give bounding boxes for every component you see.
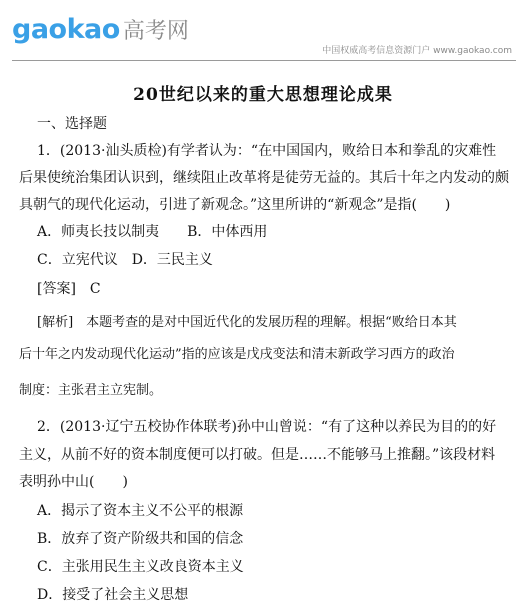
question-2-option-a: A．揭示了资本主义不公平的根源 bbox=[37, 503, 244, 519]
question-2-line-2: 主义，从前不好的资本制度便可以打破。但是……不能够马上推翻。”该段材料 bbox=[19, 447, 496, 463]
logo-wordmark: gaokao bbox=[12, 13, 120, 45]
site-tagline: 中国权威高考信息资源门户 www.gaokao.com bbox=[322, 46, 512, 56]
section-heading: 一、选择题 bbox=[37, 116, 107, 132]
document-title: 20世纪以来的重大思想理论成果 bbox=[133, 85, 393, 105]
question-2-line-3: 表明孙中山( ) bbox=[19, 474, 128, 490]
question-1-line-3: 具朝气的现代化运动，引进了新观念。”这里所讲的“新观念”是指( ) bbox=[19, 197, 451, 213]
question-1-analysis-line-3: 制度：主张君主立宪制。 bbox=[19, 383, 163, 398]
logo-chinese-name: 高考网 bbox=[122, 18, 189, 44]
question-1-options-cd: C．立宪代议 D．三民主义 bbox=[37, 252, 213, 268]
site-logo[interactable] bbox=[12, 12, 189, 46]
question-1-options-ab: A．师夷长技以制夷 B．中体西用 bbox=[37, 224, 268, 240]
question-1-line-1: 1．(2013·汕头质检)有学者认为：“在中国国内，败给日本和拳乱的灾难性 bbox=[37, 143, 497, 159]
question-2-option-d: D．接受了社会主义思想 bbox=[37, 587, 189, 603]
header-divider bbox=[12, 60, 516, 61]
site-header bbox=[0, 0, 526, 64]
question-2-option-b: B．放弃了资产阶级共和国的信念 bbox=[37, 531, 244, 547]
question-2-line-1: 2．(2013·辽宁五校协作体联考)孙中山曾说：“有了这种以养民为目的的好 bbox=[37, 419, 497, 435]
question-2-option-c: C．主张用民生主义改良资本主义 bbox=[37, 559, 244, 575]
question-1-line-2: 后果使统治集团认识到，继续阻止改革将是徒劳无益的。其后十年之内发动的颇 bbox=[19, 170, 509, 186]
question-1-analysis-line-1: [解析] 本题考查的是对中国近代化的发展历程的理解。根据“败给日本其 bbox=[37, 315, 457, 330]
question-1-analysis-line-2: 后十年之内发动现代化运动”指的应该是戊戌变法和清末新政学习西方的政治 bbox=[19, 347, 455, 362]
question-1-answer: [答案] C bbox=[37, 281, 101, 297]
